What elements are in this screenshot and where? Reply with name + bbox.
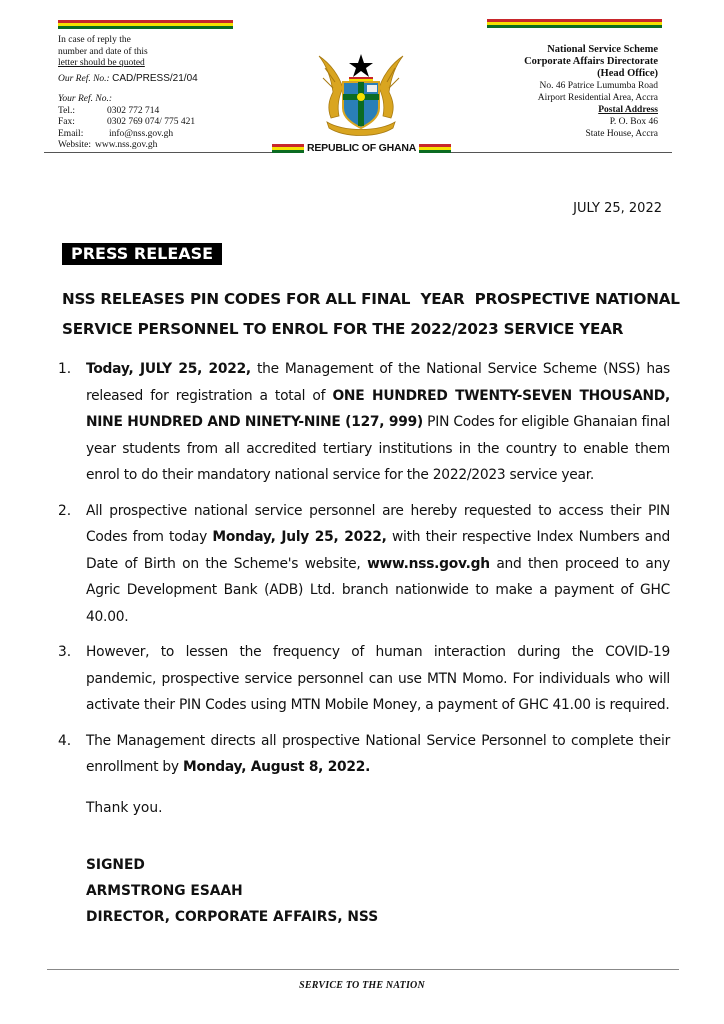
website-value[interactable]: www.nss.gov.gh [95,140,158,150]
reply-note-2: number and date of this [58,46,148,57]
address-line-1: No. 46 Patrice Lumumba Road [539,81,658,91]
item-bold: Monday, July 25, 2022, [212,529,387,545]
item-plain: the Management of the National Service Scheme (NSS) has released for registration a total of [86,361,670,404]
release-items [58,356,670,790]
email-label: Email: [58,128,84,139]
letterhead-left [58,35,198,152]
document-date: JULY 25, 2022 [573,201,662,216]
list-item [58,639,670,719]
item-plain: All prospective national service personnel are hereby requested to access their PIN Codes from today [86,502,670,545]
list-item [58,356,670,489]
address-line-2: Airport Residential Area, Accra [537,93,658,103]
header-rule-left [44,152,272,153]
republic-caption [272,141,450,155]
mini-flag-right [419,144,451,153]
our-ref-label: Our Ref. No.: [58,73,110,84]
postal-line-1: P. O. Box 46 [609,117,658,127]
item-bold: Monday, August 8, 2022. [183,759,371,775]
item-number: 1. [58,361,72,377]
footer-rule [47,969,679,970]
republic-of-ghana-label: REPUBLIC OF GHANA [307,142,417,154]
signatory-name: ARMSTRONG ESAAH [86,883,243,899]
list-item [58,498,670,631]
flag-stripe-right [487,19,662,28]
title-line-2: SERVICE PERSONNEL TO ENROL FOR THE 2022/2023 SERVICE YEAR [62,320,624,338]
signatory-title: DIRECTOR, CORPORATE AFFAIRS, NSS [86,909,379,925]
item-text [86,498,670,631]
fax-row [58,117,198,129]
item-number: 3. [58,644,72,660]
item-text [86,356,670,489]
mini-flag-left [272,144,304,153]
our-ref [58,73,198,86]
signature-block [86,852,378,930]
item-bold: ONE HUNDRED TWENTY-SEVEN THOUSAND, NINE HUNDRED AND NINETY-NINE (127, 999) [86,387,670,430]
tel-row [58,106,198,118]
title-line-1: NSS RELEASES PIN CODES FOR ALL FINAL YEAR PROSPECTIVE NATIONAL [62,290,680,308]
head-office: (Head Office) [597,68,658,79]
directorate: Corporate Affairs Directorate [524,56,658,67]
item-text [86,639,670,719]
website-link[interactable]: www.nss.gov.gh [367,555,490,572]
flag-stripe-left [58,20,233,29]
our-ref-value: CAD/PRESS/21/04 [112,72,198,84]
website-label: Website: [58,140,92,150]
postal-line-2: State House, Accra [585,129,658,139]
tel-label: Tel.: [58,105,76,116]
item-number: 2. [58,502,72,519]
item-bold: Today, JULY 25, 2022, [86,361,251,377]
header-rule-right [450,152,672,153]
tel-value: 0302 772 714 [107,105,160,116]
list-item [58,728,670,781]
footer-motto: SERVICE TO THE NATION [299,980,425,991]
website-row [58,140,198,152]
press-release-badge: PRESS RELEASE [62,243,222,265]
letterhead-right [524,44,658,140]
item-text [86,728,670,781]
item-plain: with their respective Index Numbers and Date of Birth on the Scheme's website, [86,529,670,572]
coat-of-arms-icon [313,48,409,138]
email-row [58,129,198,141]
item-number: 4. [58,732,72,749]
item-plain: However, to lessen the frequency of human interaction during the COVID-19 pandemic, prospective service personnel can use MTN Momo. For individuals who will activate their PIN Codes using MTN Mobile Money, a payment of GHC 41.00 is required. [86,644,670,713]
fax-value: 0302 769 074/ 775 421 [107,117,196,127]
item-plain: and then proceed to any Agric Development Bank (ADB) Ltd. branch nationwide to make a payment of GHC 40.00. [86,555,671,625]
item-plain: PIN Codes for eligible Ghanaian final year students from all accredited tertiary institutions in the country to enable them enrol to do their mandatory national service for the 2022/2023 service year. [86,414,670,483]
your-ref-label: Your Ref. No.: [58,94,113,104]
item-plain: The Management directs all prospective National Service Personnel to complete their enrollment by [86,732,670,775]
fax-label: Fax: [58,117,75,127]
closing-text: Thank you. [86,800,163,816]
email-value[interactable]: info@nss.gov.gh [109,128,174,139]
reply-note-3: letter should be quoted [58,58,145,68]
reply-note-1: In case of reply the [58,35,131,45]
org-name: National Service Scheme [547,44,658,55]
signed-label: SIGNED [86,857,145,873]
press-release-title [62,284,680,344]
postal-heading: Postal Address [598,105,658,115]
